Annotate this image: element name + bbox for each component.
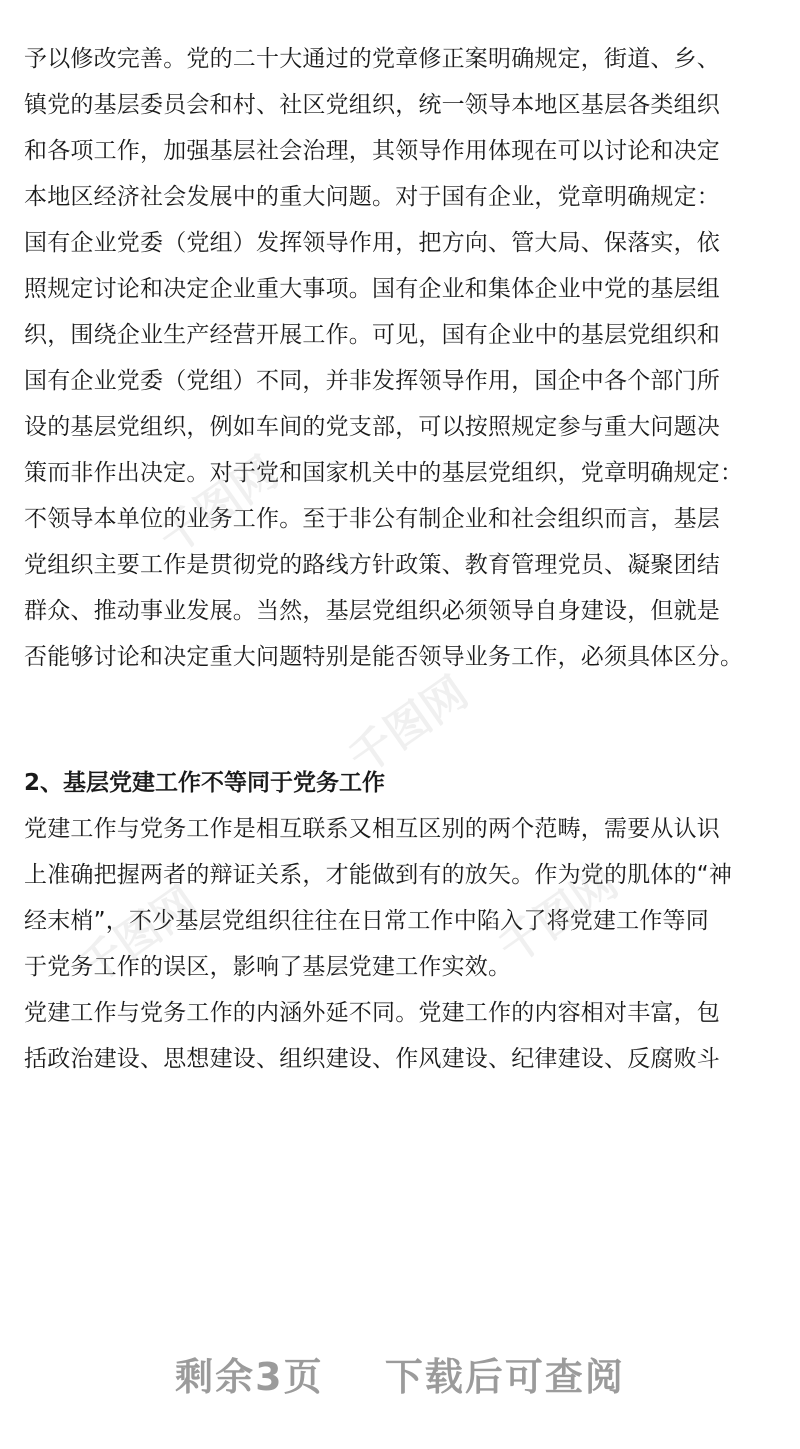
text-line: 上准确把握两者的辩证关系，才能做到有的放矢。作为党的肌体的“神	[24, 862, 733, 888]
text-line: 党建工作与党务工作是相互联系又相互区别的两个范畴，需要从认识	[24, 816, 720, 842]
paragraph-3	[24, 990, 776, 1082]
text-line: 镇党的基层委员会和村、社区党组织，统一领导本地区基层各类组织	[24, 92, 720, 118]
section-heading: 2、基层党建工作不等同于党务工作	[24, 770, 386, 796]
text-line: 经末梢”，不少基层党组织往往在日常工作中陷入了将党建工作等同	[24, 908, 709, 934]
text-line: 照规定讨论和决定企业重大事项。国有企业和集体企业中党的基层组	[24, 276, 720, 302]
text-line: 党建工作与党务工作的内涵外延不同。党建工作的内容相对丰富，包	[24, 1000, 720, 1026]
text-line: 括政治建设、思想建设、组织建设、作风建设、纪律建设、反腐败斗	[24, 1046, 720, 1072]
text-line: 于党务工作的误区，影响了基层党建工作实效。	[24, 954, 512, 980]
watermark: 千图网	[69, 876, 208, 995]
text-line: 党组织主要工作是贯彻党的路线方针政策、教育管理党员、凝聚团结	[24, 552, 720, 578]
watermark: 千图网	[149, 446, 288, 565]
text-line: 策而非作出决定。对于党和国家机关中的基层党组织，党章明确规定：	[24, 460, 744, 486]
text-line: 设的基层党组织，例如车间的党支部，可以按照规定参与重大问题决	[24, 414, 720, 440]
text-line: 国有企业党委（党组）不同，并非发挥领导作用，国企中各个部门所	[24, 368, 720, 394]
paragraph-1	[24, 36, 776, 680]
download-prompt-banner[interactable]	[0, 1346, 800, 1401]
watermark: 千图网	[339, 666, 478, 785]
text-line: 予以修改完善。党的二十大通过的党章修正案明确规定，街道、乡、	[24, 46, 720, 72]
paragraph-gap	[24, 680, 776, 760]
text-line: 否能够讨论和决定重大问题特别是能否领导业务工作，必须具体区分。	[24, 644, 744, 670]
watermark: 千图网	[489, 856, 628, 975]
remaining-pages-label: 剩余3页	[175, 1355, 324, 1399]
text-line: 和各项工作，加强基层社会治理，其领导作用体现在可以讨论和决定	[24, 138, 720, 164]
text-line: 本地区经济社会发展中的重大问题。对于国有企业，党章明确规定：	[24, 184, 720, 210]
document-page	[24, 36, 776, 1082]
text-line: 织，围绕企业生产经营开展工作。可见，国有企业中的基层党组织和	[24, 322, 720, 348]
text-line: 群众、推动事业发展。当然，基层党组织必须领导自身建设，但就是	[24, 598, 720, 624]
paragraph-2	[24, 806, 776, 990]
text-line: 国有企业党委（党组）发挥领导作用，把方向、管大局、保落实，依	[24, 230, 720, 256]
download-prompt-label[interactable]: 下载后可查阅	[384, 1355, 625, 1399]
text-line: 不领导本单位的业务工作。至于非公有制企业和社会组织而言，基层	[24, 506, 720, 532]
